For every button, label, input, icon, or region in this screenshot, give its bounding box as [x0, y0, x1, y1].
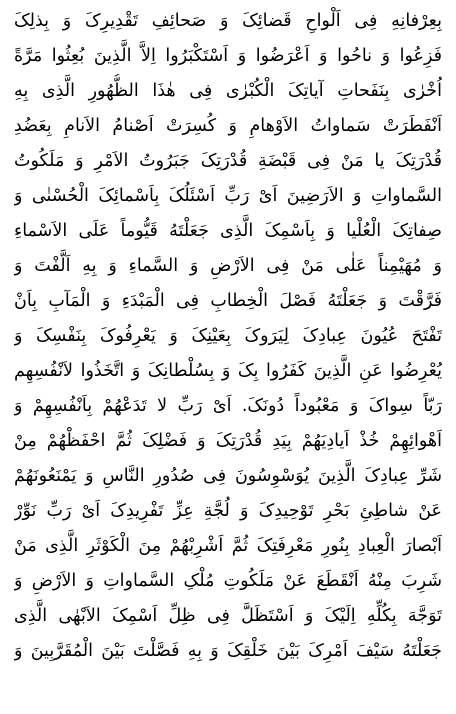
text-line: قُدْرَتِکَ یا مَنْ فِی قَبْضَةِ قُدْرَتِکَ جَبَرُوتُ الاَمْرِ وَ مَلَکُوتُ	[14, 151, 442, 171]
text-line: عَنْ شاطِئِ بَحْرِ تَوْحِیدِکَ وَ لُجَّةِ عِزِّ تَفْرِیدِکَ اَیْ رَبِّ نَوِّرْ	[14, 501, 442, 521]
arabic-prayer-text	[14, 4, 442, 669]
text-line: بِعِرْفانِهِ فِی اَلْواحِ قَضائِکَ وَ صَحائِفِ تَقْدِیرِکَ وَ بِذلِکَ	[14, 11, 442, 31]
text-line: فَرَّقْتَ وَ جَعَلْتَهُ فَصْلَ الْخِطابِ فِی الْمَبْدَءِ وَ الْمَآبِ بِاَنْ	[14, 291, 442, 311]
text-line: اَهْوائِهِمْ خُذْ اَیادِیَهُمْ بِیَدِ قُدْرَتِکَ وَ فَضْلِکَ ثُمَّ احْفَظْهُمْ مِنْ	[14, 431, 442, 451]
text-line: اَنْفَطَرَتْ سَماواتُ الاَوْهامِ وَ کُسِرَتْ اَصْنامُ الاَنامِ بِعَضُدِ	[14, 116, 442, 136]
text-line: اَبْصارَ الْعِبادِ بِنُورِ مَعْرِفَتِکَ ثُمَّ اَشْرِبْهُمْ مِنَ الْکَوْثَرِ الَّذِی مَنْ	[14, 536, 442, 556]
text-line: شَرِّ عِبادِکَ الَّذِینَ یُوَسْوِسُونَ فِی صُدُورِ النَّاسِ وَ یَمْنَعُونَهُمْ	[14, 466, 442, 486]
text-line: تَوَجَّهَ بِکُلِّهِ اِلَیْکَ وَ اَسْتَظَلَّ فِی ظِلِّ اَسْمِکَ الاَبْهٰی الَّذِی	[14, 606, 442, 626]
text-line: صِفاتِکَ الْعُلْیا وَ بِاَسْمِکَ الَّذِی جَعَلْتَهُ قَیُّوماً عَلَی الاَسْماءِ	[14, 221, 442, 241]
text-line: تَفْتَحَ عُیُونَ عِبادِکَ لِیَرَوکَ بِعَیْنِکَ وَ یَعْرِفُوکَ بِنَفْسِکَ وَ	[14, 326, 442, 346]
text-line: وَ مُهَیْمِناً عَلٰی مَنْ فِی الاَرْضِ وَ السَّماءِ وَ بِهِ اَلَّفْتَ وَ	[14, 256, 442, 276]
text-line: یُعْرِضُوا عَنِ الَّذِینَ کَفَرُوا بِکَ وَ بِسُلْطانِکَ وَ اتَّخَذُوا لاَنْفُسِهِم	[14, 361, 442, 381]
text-line: شَرِبَ مِنْهُ اَنْقَطَعَ عَنْ مَلَکُوتِ مُلْکِ السَّماواتِ وَ الاَرْضِ وَ	[14, 571, 442, 591]
text-line: السَّماواتِ وَ الاَرَضِینَ اَیْ رَبِّ اَسْئَلُکَ بِاَسْمائِکَ الْحُسْنٰی وَ	[14, 186, 442, 206]
text-line: رَبّاً سِواکَ وَ مَعْبُوداً دُونَکَ. اَیْ رَبِّ لا تَدَعْهُمْ بِاَنْفُسِهِمْ وَ	[14, 396, 442, 416]
text-line: فَزِعُوا وَ ناحُوا وَ اَعْرَضُوا وَ اَسْتَکْبَرُوا اِلاَّ الَّذِینَ بُعِثُوا مَرَّةً	[14, 46, 442, 66]
text-line: اُخْرٰی بِنَفَحاتِ آیاتِکَ الْکُبْرٰی فِی هٰذَا الظُّهُورِ الَّذِی بِهِ	[14, 81, 442, 101]
text-line: جَعَلْتَهُ سَیْفَ اَمْرِکَ بَیْنَ خَلْقِکَ وَ بِهِ فَصَّلْتَ بَیْنَ الْمُقَرَّبِینَ وَ	[14, 641, 442, 661]
